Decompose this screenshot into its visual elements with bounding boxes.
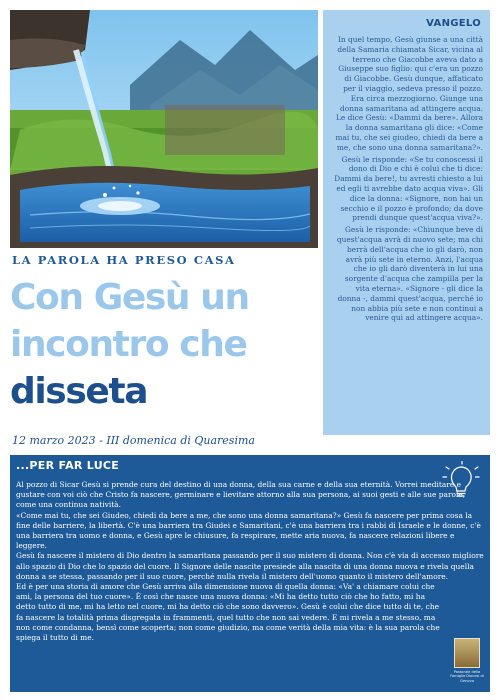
vangelo-paragraph: In quel tempo, Gesù giunse a una città della Samaria chiamata Sicar, vicina al terreno che Giacobbe aveva dato a Giuseppe suo figlio: qui c'era un pozzo di Giacobbe. Gesù dunque, affaticato per il viaggio, sedeva presso il pozzo. Era circa mezzogiorno. Giunge una donna samaritana ad attingere acqua. Le dice Gesù: «Dammi da bere». Allora la donna samaritana gli dice: «Come mai tu, che sei giudeo, chiedi da bere a me, che sono una donna samaritana?». bbox=[335, 35, 483, 152]
title-line-1: Con Gesù un bbox=[10, 277, 249, 318]
section-kicker: LA PAROLA HA PRESO CASA bbox=[12, 253, 236, 267]
publication-date: 12 marzo 2023 - III domenica di Quaresima bbox=[12, 434, 255, 447]
vangelo-paragraph: Gesù le risponde: «Chiunque beve di quest'acqua avrà di nuovo sete; ma chi berrà dell'acqua che io gli darò, non avrà più sete in eterno. Anzi, l'acqua che io gli darò diventerà in lui una sorgente d'acqua che zampilla per la vita eterna». «Signore - gli dice la donna -, dammi quest'acqua, perché io non abbia più sete e non continui a venire qui ad attingere acqua». bbox=[336, 225, 483, 323]
per-far-luce-title: ...PER FAR LUCE bbox=[16, 459, 120, 472]
per-far-luce-text bbox=[16, 480, 484, 643]
title-line-2: incontro che bbox=[10, 324, 247, 365]
diocese-badge bbox=[450, 638, 484, 686]
title-line-3: disseta bbox=[10, 371, 148, 412]
luce-paragraph: Al pozzo di Sicar Gesù si prende cura del destino di una donna, della sua carne e della sua eternità. Vorrei meditare e gustare con voi ciò che Cristo fa nascere, germinare e lievitare attorno alla sua persona, ai suoi gesti e alle sue parole, come una continua natività. bbox=[16, 480, 466, 510]
per-far-luce-box bbox=[10, 455, 490, 692]
vangelo-title: VANGELO bbox=[426, 18, 481, 29]
vangelo-box bbox=[323, 10, 490, 435]
luce-paragraph: «Come mai tu, che sei Giudeo, chiedi da bere a me, che sono una donna samaritana?» Gesù fa nascere per prima cosa la fine delle barriere, la libertà. C'è una barriera tra Giudei e Samaritani, c'è una barriera tra i rabbi di Israele e le donne, c'è una barriera tra uomo e donna, e Gesù apre le chiusure, fa respirare, mette aria nuova, fa nascere relazioni libere e leggere. bbox=[16, 510, 481, 551]
luce-paragraph: Ed è per una storia di amore che Gesù arriva alla dimensione nuova di quella donna: «Va' a chiamare colui che ami, la persona del tuo cuore». È così che nasce una nuova donna: «Mi ha detto tutto ciò che ho fatto, mi ha detto tutto di me, mi ha letto nel cuore, mi ha detto ciò che sono davvero». Gesù è colui che dice tutto di te, che fa nascere la totalità prima disgregata in frammenti, quel tutto che non sai vedere. E mi rivela a me stesso, ma non come condanna, bensì come scoperta; non come giudizio, ma come verità della mia vita: è la sua parola che spiega il tutto di me. bbox=[16, 582, 440, 643]
badge-caption: Pastorale della Famiglia Diocesi di Genova bbox=[450, 670, 484, 683]
page-title bbox=[10, 274, 320, 415]
luce-paragraph: Gesù fa nascere il mistero di Dio dentro la samaritana passando per il suo mistero di donna. Non c'è via di accesso migliore allo spazio di Dio che lo spazio del cuore. Il Signore delle nascite presiede alla nascita di una donna nuova e rivela quella donna a se stessa, passando per il suo cuore, perché nulla rivela il mistero dell'uomo quanto il mistero dell'amore. bbox=[16, 551, 484, 581]
hero-image bbox=[10, 10, 318, 248]
water-fountain-illustration bbox=[10, 10, 318, 248]
vangelo-paragraph: Gesù le risponde: «Se tu conoscessi il dono di Dio e chi è colui che ti dice: Dammi da bere!, tu avresti chiesto a lui ed egli ti avrebbe dato acqua viva». Gli dice la donna: «Signore, non hai un secchio e il pozzo è profondo; da dove prendi dunque quest'acqua viva?». bbox=[334, 154, 483, 223]
badge-image bbox=[454, 638, 480, 668]
